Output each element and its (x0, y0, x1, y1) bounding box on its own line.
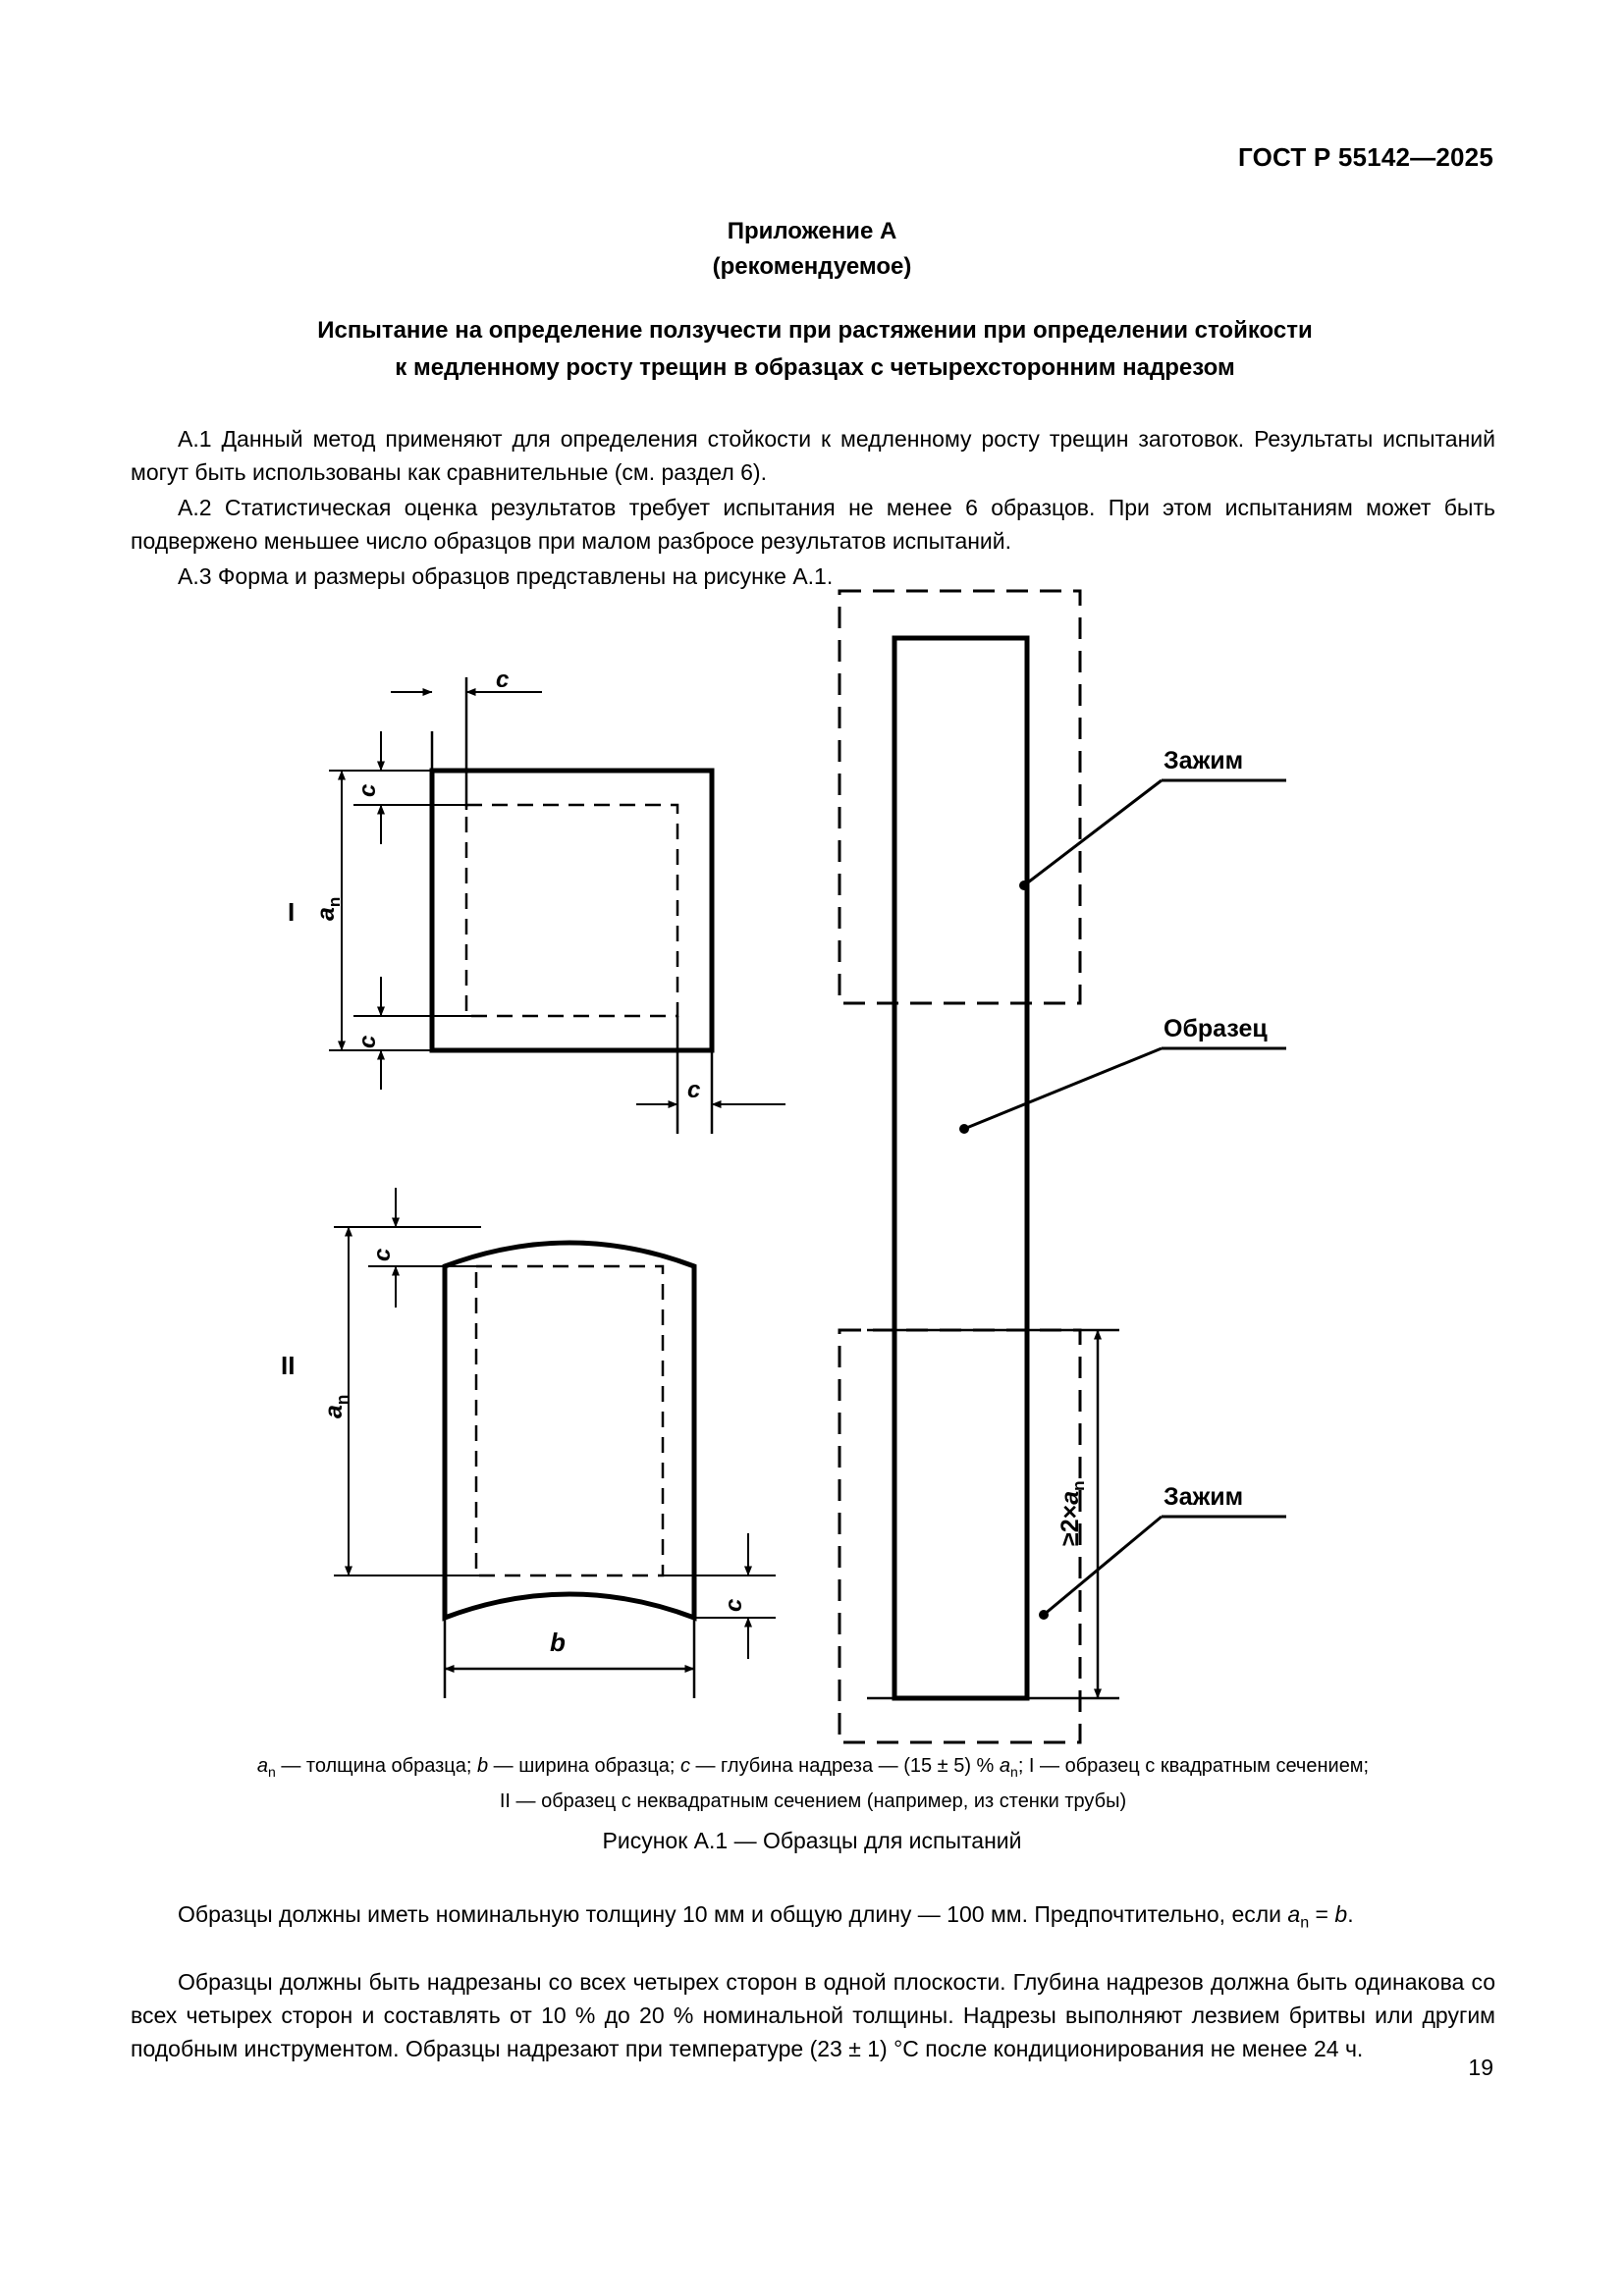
annex-title-line-2: к медленному росту трещин в образцах с четырехсторонним надрезом (395, 354, 1235, 381)
callout-clamp-top-label: Зажим (1164, 747, 1244, 774)
specimen-ii-outline (445, 1243, 694, 1618)
specimen-ii-notched-core (476, 1266, 663, 1575)
annex-label: Приложение А (727, 218, 897, 244)
paragraph-tail-2: Образцы должны быть надрезаны со всех четырех сторон в одной плоскости. Глубина надрезов должна быть одинакова со всех четырех сторон и составлять от 10 % до 20 % номинальной толщины. Надрезы выполняют лезвием бритвы или другим подобным инструментом. Образцы надрезают при температуре (23 ± 1) °C после кондиционирования не менее 24 ч. (131, 1969, 1495, 2061)
label-c-top-horizontal-i: c (496, 667, 510, 693)
specimen-ii-label: II (281, 1351, 296, 1380)
specimen-i-label: I (288, 897, 296, 927)
annex-title (187, 312, 1443, 387)
annex-heading (0, 214, 1624, 285)
callout-specimen-label: Образец (1164, 1015, 1268, 1042)
svg-text:an: $a_n$ (312, 896, 344, 921)
paragraph-a3: А.3 Форма и размеры образцов представлены на рисунке А.1. (178, 563, 834, 589)
figure-legend (131, 1751, 1495, 1816)
figure-legend-line-1: $a_n$ — толщина образца; b — ширина образца; c — глубина надреза — (15 ± 5) % $a_n$; I — образец с квадратным сечением; (256, 1755, 1370, 1780)
page-number: 19 (1468, 2055, 1493, 2080)
label-c-right-vertical-ii (721, 1599, 747, 1612)
label-b-specimen-ii: b (550, 1628, 566, 1657)
clamp-bottom-outline (839, 1330, 1080, 1742)
specimen-i-notched-core (466, 805, 677, 1016)
specimen-i-outline (432, 771, 712, 1050)
label-an-specimen-i (312, 897, 344, 921)
specimen-i-drawing (329, 677, 785, 1134)
paragraph-a2: А.2 Статистическая оценка результатов требует испытания не менее 6 образцов. При этом испытаниям может быть подвержено меньшее число образцов при малом разбросе результатов испытаний. (131, 495, 1495, 554)
clamp-top-outline (839, 591, 1080, 1003)
svg-text:c: c (369, 1248, 396, 1261)
figure-legend-line-2: II — образец с неквадратным сечением (например, из стенки трубы) (499, 1790, 1127, 1812)
label-c-bottom-vertical-i (354, 1036, 381, 1048)
figure-a1-drawing (0, 579, 1624, 1757)
svg-text:c: c (721, 1598, 747, 1612)
label-an-specimen-ii (320, 1395, 352, 1418)
paragraph-a1: А.1 Данный метод применяют для определения стойкости к медленному росту трещин заготовок. Результаты испытаний могут быть использованы как сравнительные (см. раздел 6). (131, 426, 1495, 485)
label-c-top-vertical-i (354, 784, 381, 797)
label-min-gauge-length (1056, 1480, 1088, 1546)
label-c-top-vertical-ii (369, 1249, 396, 1261)
standard-number-header: ГОСТ Р 55142—2025 (1238, 142, 1493, 172)
svg-text:≥2×an: $\ge 2\times a_n$ (1056, 1480, 1088, 1546)
label-c-bottom-horizontal-i: c (687, 1077, 701, 1103)
specimen-bar-outline (894, 638, 1027, 1698)
svg-text:c: c (354, 783, 381, 797)
leader-specimen (964, 1048, 1162, 1129)
svg-text:an: $a_n$ (320, 1394, 352, 1418)
annex-title-line-1: Испытание на определение ползучести при растяжении при определении стойкости (317, 317, 1313, 344)
figure-a1 (0, 579, 1624, 1757)
specimen-ii-drawing (334, 1188, 776, 1698)
figure-caption: Рисунок А.1 — Образцы для испытаний (602, 1828, 1022, 1853)
paragraph-tail-1: Образцы должны иметь номинальную толщину 10 мм и общую длину — 100 мм. Предпочтительно, если $a_n = b$. (178, 1901, 1354, 1932)
annex-status: (рекомендуемое) (712, 253, 912, 280)
callout-clamp-bottom-label: Зажим (1164, 1483, 1244, 1511)
leader-clamp-top (1024, 780, 1162, 885)
svg-text:c: c (354, 1035, 381, 1048)
